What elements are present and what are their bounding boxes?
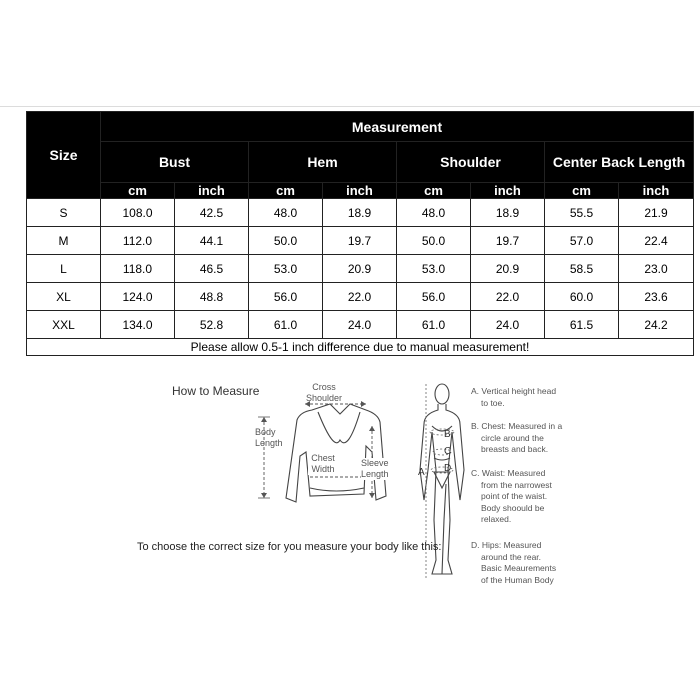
value-cell: 24.0 xyxy=(471,311,545,339)
legend-c xyxy=(471,468,552,526)
figure-letter-a: A xyxy=(418,467,425,478)
chest-width-label xyxy=(308,453,338,475)
value-cell: 61.0 xyxy=(397,311,471,339)
unit-header: inch xyxy=(471,183,545,199)
value-cell: 20.9 xyxy=(323,255,397,283)
value-cell: 24.0 xyxy=(323,311,397,339)
legend-line: point of the waist. xyxy=(481,491,548,501)
legend-line: circle around the xyxy=(481,432,544,443)
value-cell: 53.0 xyxy=(249,255,323,283)
value-cell: 46.5 xyxy=(175,255,249,283)
chest-width-label-line: Width xyxy=(311,464,335,474)
value-cell: 48.0 xyxy=(249,199,323,227)
legend-line: Basic Meaurements xyxy=(481,563,557,573)
value-cell: 42.5 xyxy=(175,199,249,227)
value-cell: 61.5 xyxy=(545,311,619,339)
group-header-center-back-length: Center Back Length xyxy=(545,142,694,183)
legend-line: to toe. xyxy=(481,397,505,408)
value-cell: 23.6 xyxy=(619,283,694,311)
value-cell: 22.0 xyxy=(323,283,397,311)
body-length-label-line: Body xyxy=(255,427,276,437)
size-cell: M xyxy=(27,227,101,255)
value-cell: 19.7 xyxy=(471,227,545,255)
legend-line: D. Hips: Measured xyxy=(471,540,542,550)
legend-line: breasts and back. xyxy=(481,444,549,454)
value-cell: 19.7 xyxy=(323,227,397,255)
value-cell: 61.0 xyxy=(249,311,323,339)
choose-size-instruction: To choose the correct size for you measure your body like this: xyxy=(137,541,442,553)
sleeve-length-label-line: Sleeve xyxy=(361,458,389,468)
legend-d xyxy=(471,540,556,586)
figure-letter-d: D xyxy=(444,463,452,474)
value-cell: 56.0 xyxy=(249,283,323,311)
group-header-shoulder: Shoulder xyxy=(397,142,545,183)
value-cell: 18.9 xyxy=(323,199,397,227)
unit-header: cm xyxy=(249,183,323,199)
value-cell: 108.0 xyxy=(101,199,175,227)
value-cell: 48.8 xyxy=(175,283,249,311)
value-cell: 48.0 xyxy=(397,199,471,227)
value-cell: 55.5 xyxy=(545,199,619,227)
size-header: Size xyxy=(27,112,101,199)
value-cell: 53.0 xyxy=(397,255,471,283)
size-cell: XL xyxy=(27,283,101,311)
value-cell: 52.8 xyxy=(175,311,249,339)
measurement-note: Please allow 0.5-1 inch difference due to manual measurement! xyxy=(27,339,694,356)
legend-line: around the rear. xyxy=(481,551,542,562)
value-cell: 124.0 xyxy=(101,283,175,311)
sleeve-length-label xyxy=(361,458,389,480)
legend-a xyxy=(471,386,556,409)
legend-b xyxy=(471,421,562,456)
value-cell: 56.0 xyxy=(397,283,471,311)
measurement-header: Measurement xyxy=(101,112,694,142)
unit-header: cm xyxy=(101,183,175,199)
unit-header: cm xyxy=(397,183,471,199)
unit-header: inch xyxy=(323,183,397,199)
cross-shoulder-label xyxy=(304,382,344,404)
legend-line: C. Waist: Measured xyxy=(471,468,546,478)
value-cell: 23.0 xyxy=(619,255,694,283)
legend-line: of the Human Body xyxy=(481,574,554,585)
unit-header: inch xyxy=(175,183,249,199)
value-cell: 60.0 xyxy=(545,283,619,311)
unit-header: cm xyxy=(545,183,619,199)
legend-line: B. Chest: Measured in a xyxy=(471,421,563,431)
value-cell: 134.0 xyxy=(101,311,175,339)
body-length-label-line: Length xyxy=(255,438,283,448)
body-length-label xyxy=(255,427,283,449)
value-cell: 21.9 xyxy=(619,199,694,227)
legend-line: from the narrowest xyxy=(481,479,552,490)
value-cell: 18.9 xyxy=(471,199,545,227)
group-header-bust: Bust xyxy=(101,142,249,183)
figure-letter-b: B xyxy=(444,429,451,440)
size-cell: L xyxy=(27,255,101,283)
value-cell: 20.9 xyxy=(471,255,545,283)
group-header-hem: Hem xyxy=(249,142,397,183)
value-cell: 118.0 xyxy=(101,255,175,283)
chest-width-label-line: Chest xyxy=(311,453,335,463)
value-cell: 22.4 xyxy=(619,227,694,255)
value-cell: 44.1 xyxy=(175,227,249,255)
legend-line: A. Vertical height head xyxy=(471,386,557,396)
size-cell: XXL xyxy=(27,311,101,339)
legend-line: relaxed. xyxy=(481,514,512,524)
sleeve-length-label-line: Length xyxy=(361,469,389,479)
value-cell: 112.0 xyxy=(101,227,175,255)
unit-header: inch xyxy=(619,183,694,199)
size-cell: S xyxy=(27,199,101,227)
legend-line: Body shoould be xyxy=(481,502,545,513)
how-to-measure-title: How to Measure xyxy=(172,384,260,398)
value-cell: 50.0 xyxy=(397,227,471,255)
value-cell: 50.0 xyxy=(249,227,323,255)
figure-letter-c: C xyxy=(444,446,452,457)
cross-shoulder-label-line: Shoulder xyxy=(305,393,343,403)
cross-shoulder-label-line: Cross xyxy=(312,382,336,392)
value-cell: 58.5 xyxy=(545,255,619,283)
value-cell: 24.2 xyxy=(619,311,694,339)
value-cell: 57.0 xyxy=(545,227,619,255)
value-cell: 22.0 xyxy=(471,283,545,311)
